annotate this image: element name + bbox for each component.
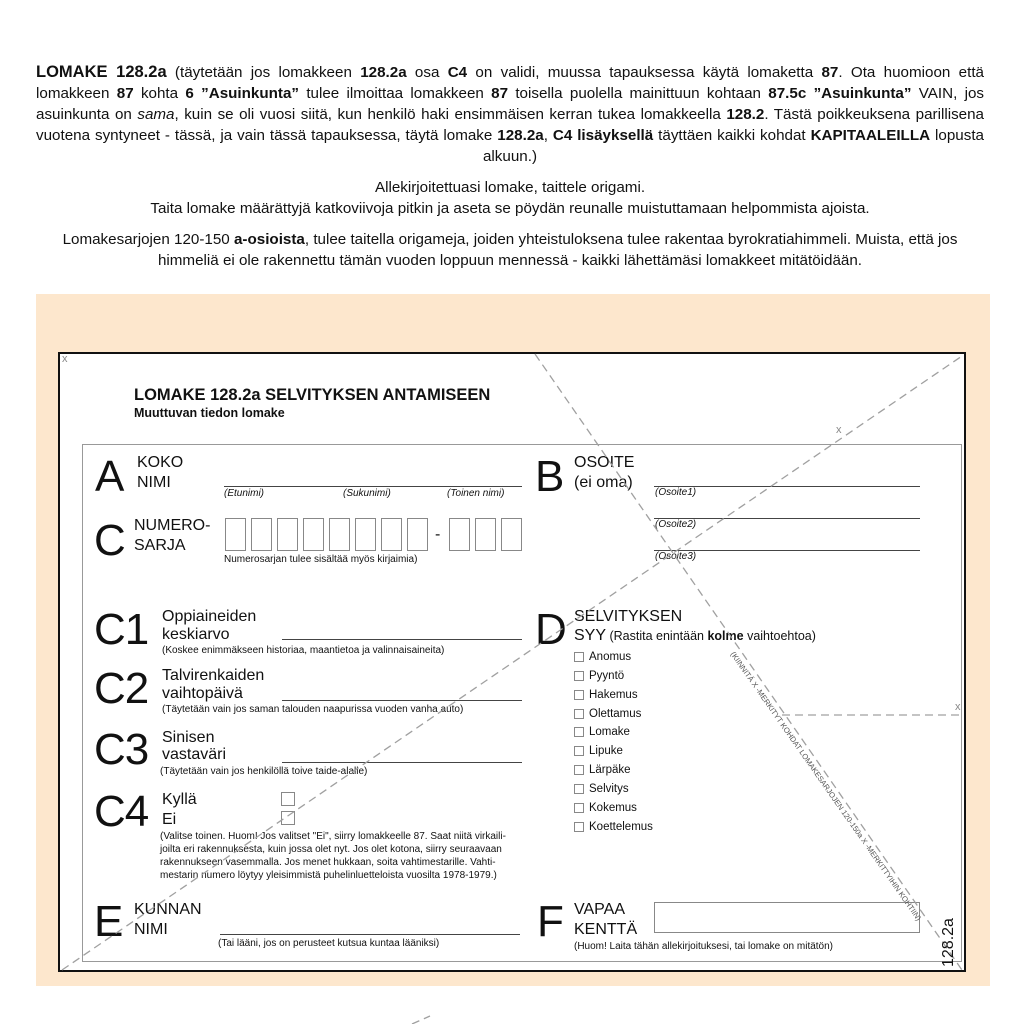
c4-note-line-1: (Valitse toinen. Huom! Jos valitset "Ei", siirry lomakkeelle 87. Saat niitä virkaili- — [160, 831, 506, 842]
reason-option-1: Anomus — [589, 651, 632, 663]
reason-option-10: Koettelemus — [589, 821, 653, 833]
section-f-label-1: VAPAA — [574, 901, 625, 918]
form-side-code: 128.2a — [940, 918, 957, 967]
form-title: LOMAKE 128.2a SELVITYKSEN ANTAMISEEN — [134, 386, 491, 404]
serial-digit-1[interactable] — [225, 518, 246, 551]
serial-dash: - — [435, 526, 441, 543]
reason-option-5: Lomake — [589, 726, 630, 738]
serial-digit-7[interactable] — [381, 518, 402, 551]
section-c1-letter: C1 — [94, 605, 149, 654]
reason-option-4: Olettamus — [589, 708, 642, 720]
section-e-label-2: NIMI — [134, 921, 168, 938]
section-c-letter: C — [94, 516, 125, 565]
reason-checkbox-1[interactable] — [574, 652, 584, 662]
address-2-caption: (Osoite2) — [655, 519, 697, 530]
fold-x-mark-right: x — [955, 701, 961, 713]
section-c3-letter: C3 — [94, 725, 149, 774]
section-c1-label-1: Oppiaineiden — [162, 608, 257, 625]
serial-digit-10[interactable] — [475, 518, 496, 551]
reason-checkbox-4[interactable] — [574, 709, 584, 719]
serial-hint: Numerosarjan tulee sisältää myös kirjaimia) — [224, 554, 418, 565]
address-3-caption: (Osoite3) — [655, 551, 697, 562]
section-b-label-1: OSOITE — [574, 454, 635, 471]
c4-note-line-4: mestarin numero löytyy yleisimmistä puhelinluetteloista vuosilta 1978-1979.) — [160, 870, 497, 881]
last-name-caption: (Sukunimi) — [343, 488, 391, 499]
reason-option-3: Hakemus — [589, 689, 638, 701]
reason-option-9: Kokemus — [589, 802, 637, 814]
reason-checkbox-7[interactable] — [574, 765, 584, 775]
serial-digit-4[interactable] — [303, 518, 324, 551]
reason-checkbox-6[interactable] — [574, 746, 584, 756]
section-e-letter: E — [94, 897, 123, 946]
serial-digit-3[interactable] — [277, 518, 298, 551]
intro-text — [36, 62, 984, 271]
c4-no-checkbox[interactable] — [281, 811, 295, 825]
c4-yes-checkbox[interactable] — [281, 792, 295, 806]
section-f-label-2: KENTTÄ — [574, 921, 638, 938]
name-input[interactable] — [224, 486, 522, 487]
section-c1-label-2: keskiarvo — [162, 626, 230, 643]
section-a-letter: A — [95, 452, 124, 501]
section-c2-letter: C2 — [94, 664, 149, 713]
municipality-input[interactable] — [220, 934, 520, 935]
first-name-caption: (Etunimi) — [224, 488, 265, 499]
section-c2-label-2: vaihtopäivä — [162, 685, 243, 702]
section-c3-label-1: Sinisen — [162, 729, 215, 746]
serial-digit-11[interactable] — [501, 518, 522, 551]
reason-option-8: Selvitys — [589, 783, 629, 795]
form-subtitle: Muuttuvan tiedon lomake — [134, 406, 285, 420]
section-c2-label-1: Talvirenkaiden — [162, 667, 265, 684]
section-c-label-2: SARJA — [134, 537, 186, 554]
intro-fold-line: Taita lomake määrättyjä katkoviivoja pitkin ja aseta se pöydän reunalle muistuttamaan helpommista ajoista. — [150, 200, 870, 217]
reason-checkbox-2[interactable] — [574, 671, 584, 681]
intro-form-id: LOMAKE 128.2a — [36, 63, 167, 81]
section-d-label-2: SYY (Rastita enintään kolme vaihtoehtoa) — [574, 627, 816, 644]
section-d-letter: D — [535, 605, 566, 654]
section-f-letter: F — [537, 897, 563, 946]
intro-paragraph-1: LOMAKE 128.2a (täytetään jos lomakkeen 128.2a osa C4 on validi, muussa tapauksessa käytä lomaketta 87. Ota huomioon että lomakkeen 87 kohta 6 ”Asuinkunta” tulee ilmoittaa lomakkeen 87 toisella puolella mainittuun kohtaan 87.5c ”Asuinkunta” VAIN, jos asuinkunta on sama, kuin se oli vuosi siitä, kun henkilö haki ensimmäisen kerran tukea lomakkeella 128.2. Tästä poikkeuksena parillisena vuotena syntyneet - tässä, ja vain tässä tapauksessa, täytä lomake 128.2a, C4 lisäyksellä täyttäen kaikki kohdat KAPITAALEILLA lopusta alkuun.) — [36, 63, 985, 165]
section-b-letter: B — [535, 452, 564, 501]
c4-no-label: Ei — [162, 811, 177, 828]
fold-instruction-note: (KIINNITÄ X -MERKITYT KOHDAT LOMAKESARJOJEN 120-150a X -MERKITTYIHIN KOHTIIN) — [728, 650, 924, 923]
serial-digit-8[interactable] — [407, 518, 428, 551]
section-c2-hint: (Täytetään vain jos saman talouden naapurissa vuoden vanha auto) — [162, 704, 464, 715]
reason-option-6: Lipuke — [589, 745, 623, 757]
intro-origami-line: Allekirjoitettuasi lomake, taittele origami. — [374, 179, 646, 196]
c4-note-line-3: rakennukseen vasemmalla. Jos menet hukkaan, soita vahtimestarille. Vahti- — [160, 857, 496, 868]
section-c-label-1: NUMERO- — [134, 517, 211, 534]
middle-name-caption: (Toinen nimi) — [447, 488, 505, 499]
section-f-hint: (Huom! Laita tähän allekirjoituksesi, tai lomake on mitätön) — [574, 941, 834, 952]
free-field-input[interactable] — [654, 902, 920, 933]
section-c1-hint: (Koskee enimmäkseen historiaa, maantietoa ja valinnaisaineita) — [162, 645, 445, 656]
section-e-label-1: KUNNAN — [134, 901, 202, 918]
fold-x-mark-top-left: x — [62, 353, 68, 365]
serial-digit-6[interactable] — [355, 518, 376, 551]
section-e-hint: (Tai lääni, jos on perusteet kutsua kuntaa lääniksi) — [218, 938, 440, 949]
address-1-caption: (Osoite1) — [655, 487, 697, 498]
reason-checkbox-9[interactable] — [574, 803, 584, 813]
intro-paragraph-3: Lomakesarjojen 120-150 a-osioista, tulee taitella origameja, joiden yhteistuloksena tulee rakentaa byrokratiahimmeli. Muista, että jos himmeliä ei ole rakennettu tämän vuoden loppuun mennessä - kaikki lähettämäsi lomakkeet mitätöidään. — [62, 231, 958, 269]
c4-note-line-2: joilta eri rakennuksesta, kuin jossa olet nyt. Jos olet kotona, siirry seuraavaan — [160, 844, 502, 855]
serial-digit-2[interactable] — [251, 518, 272, 551]
section-c3-label-2: vastaväri — [162, 746, 227, 763]
reason-checkbox-10[interactable] — [574, 822, 584, 832]
section-a-label-1: KOKO — [137, 454, 184, 471]
section-a-label-2: NIMI — [137, 474, 171, 491]
section-c4-letter: C4 — [94, 787, 149, 836]
reason-checkbox-5[interactable] — [574, 727, 584, 737]
complementary-color-input[interactable] — [282, 762, 522, 763]
tire-change-date-input[interactable] — [282, 700, 522, 701]
serial-digit-9[interactable] — [449, 518, 470, 551]
section-c3-hint: (Täytetään vain jos henkilöllä toive taide-alalle) — [160, 766, 368, 777]
reason-option-7: Lärpäke — [589, 764, 631, 776]
fold-line-bottom — [412, 1016, 430, 1024]
c4-yes-label: Kyllä — [162, 791, 197, 808]
reason-checkbox-3[interactable] — [574, 690, 584, 700]
grade-average-input[interactable] — [282, 639, 522, 640]
reason-checkbox-8[interactable] — [574, 784, 584, 794]
section-d-label-1: SELVITYKSEN — [574, 608, 683, 625]
intro-paragraph-2 — [36, 177, 984, 219]
section-b-label-2: (ei oma) — [574, 474, 633, 491]
reason-option-2: Pyyntö — [589, 670, 625, 682]
serial-digit-5[interactable] — [329, 518, 350, 551]
fold-x-mark-diagonal: x — [836, 424, 842, 436]
